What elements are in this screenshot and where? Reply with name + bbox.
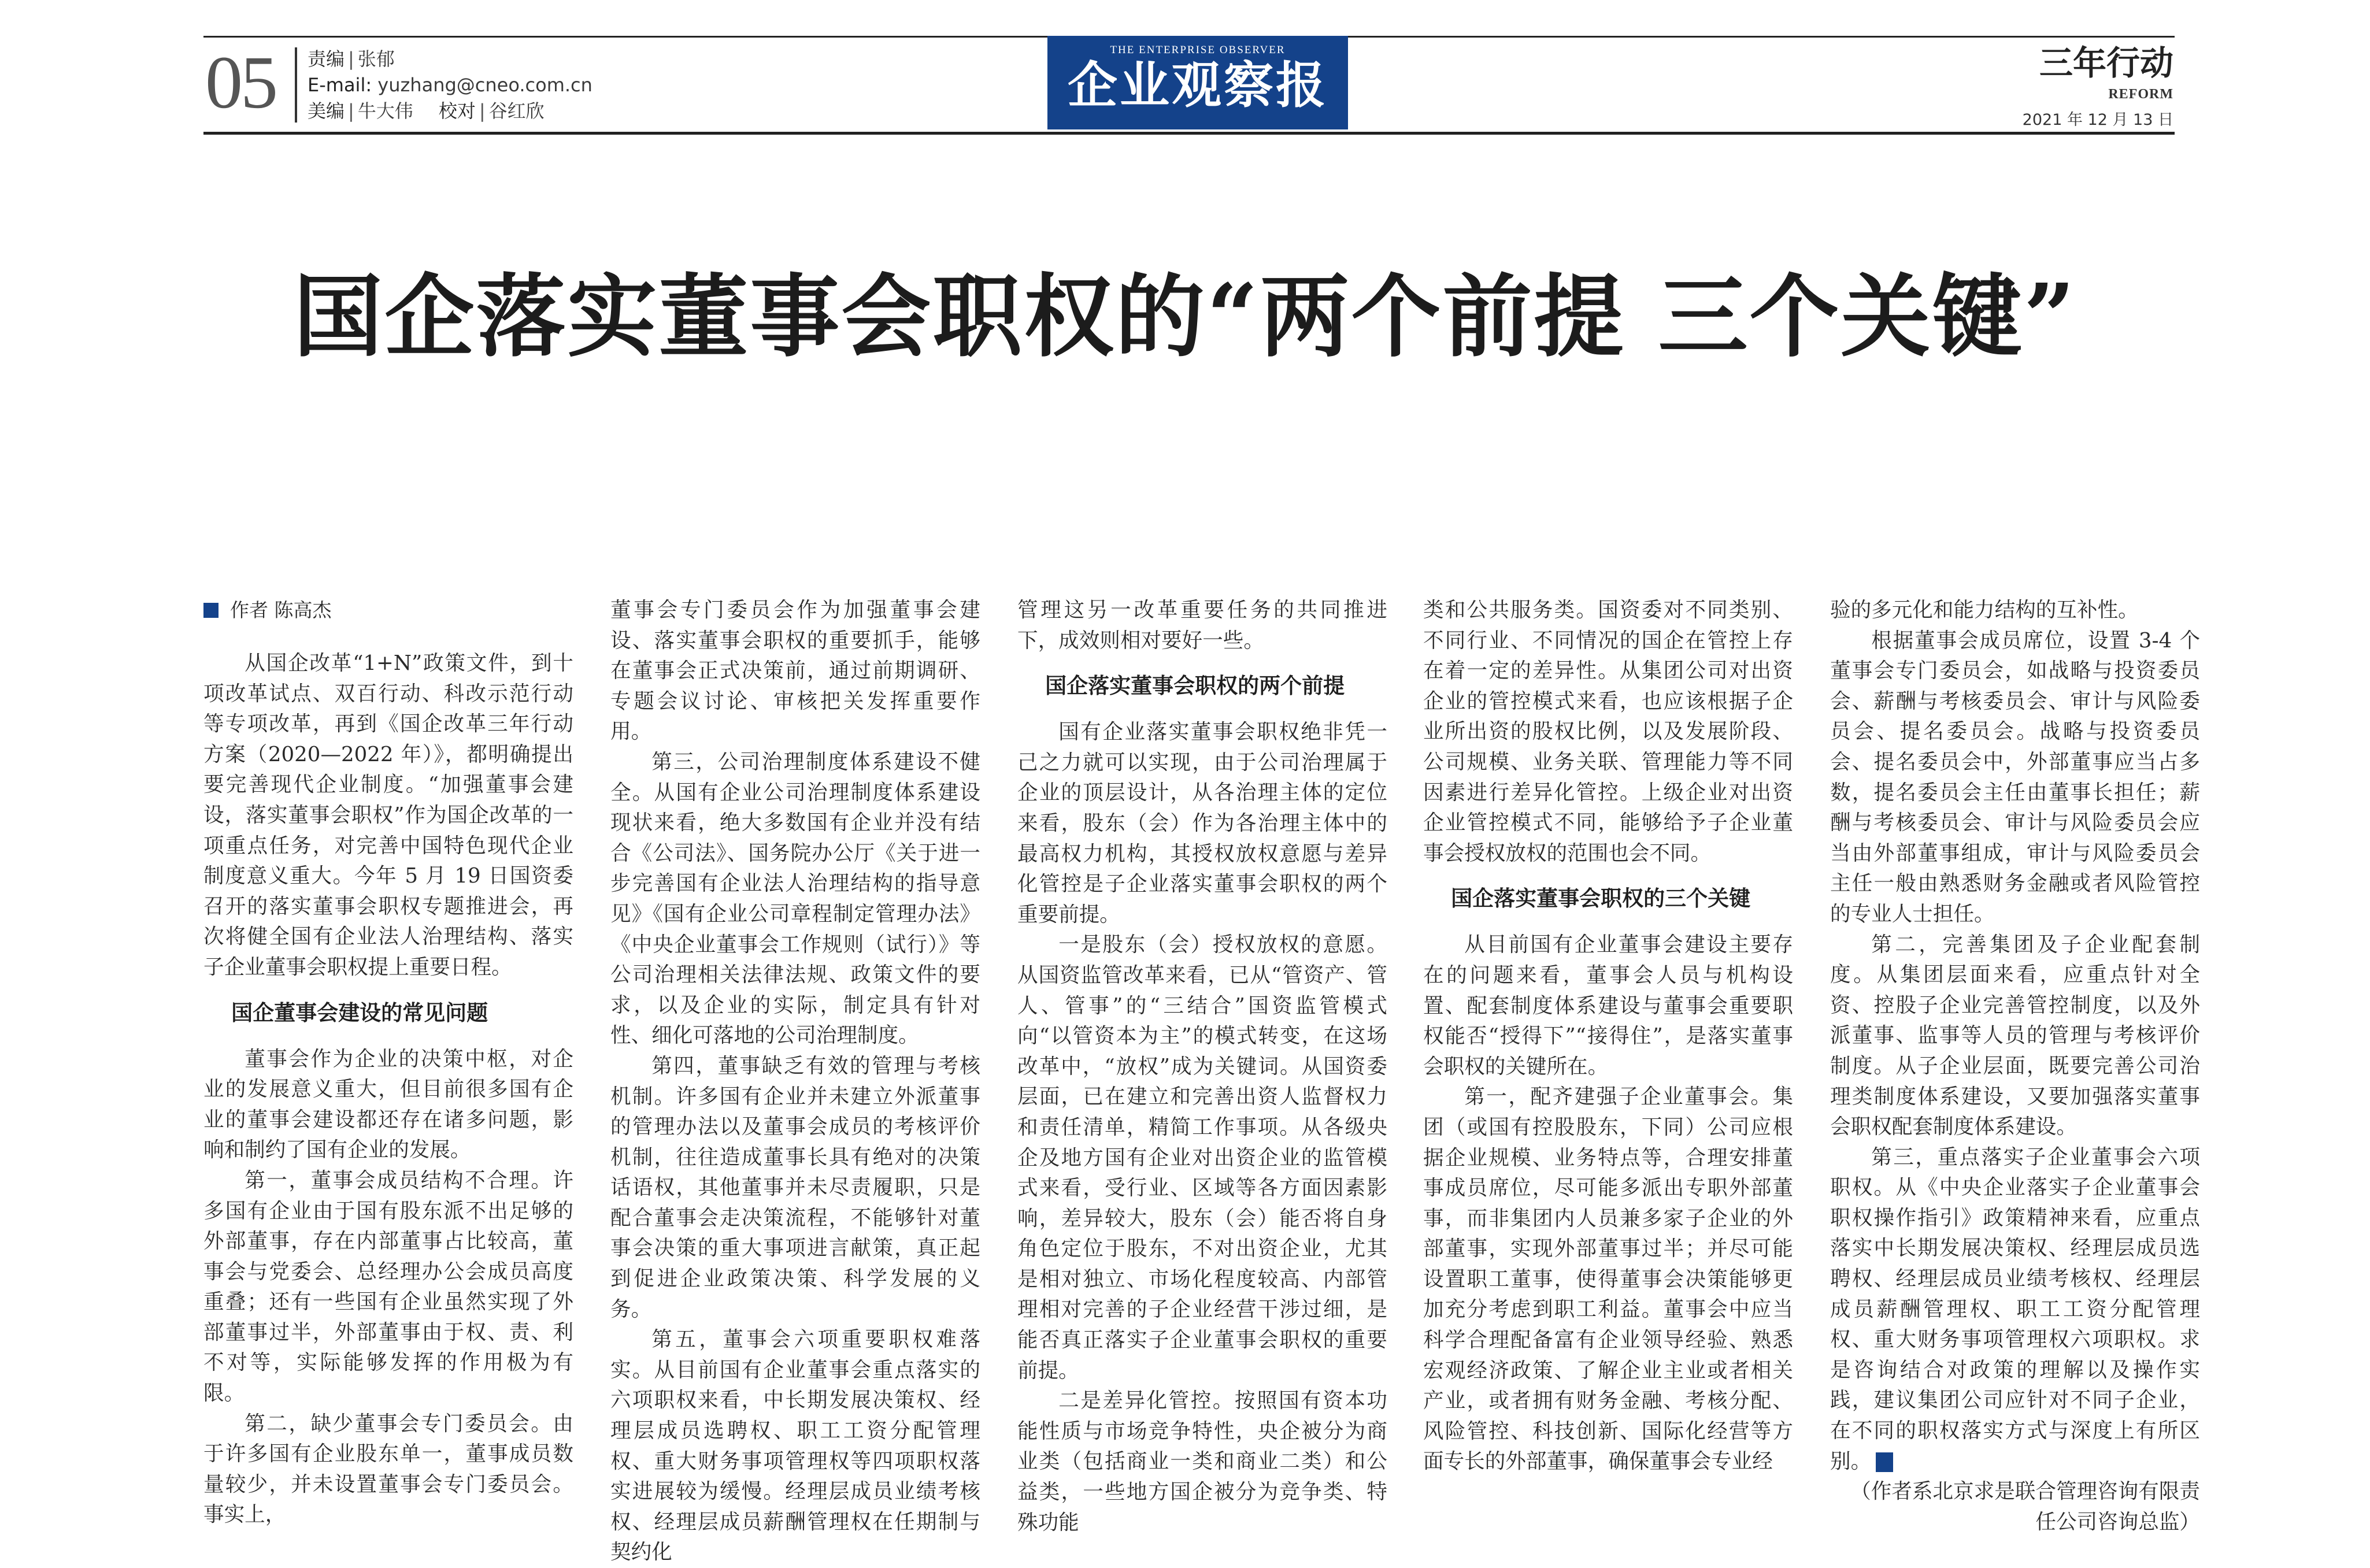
editor-name: 张郁 (357, 48, 395, 70)
paragraph: 二是差异化管控。按照国有资本功能性质与市场竞争特性，央企被分为商业类（包括商业一类和商业二类）和公益类，一些地方国企被分为竞争类、特殊功能 (1017, 1389, 1387, 1534)
author-label: 作者 (230, 599, 268, 621)
page-number: 05 (205, 41, 276, 124)
email-address[interactable]: yuzhang@cneo.com.cn (377, 74, 592, 96)
email-label: E-mail: (308, 74, 372, 96)
paragraph: 从目前国有企业董事会建设主要存在的问题来看，董事会人员与机构设置、配套制度体系建设与董事会重要职权能否“授得下”“接得住”，是落实董事会职权的关键所在。 (1423, 933, 1793, 1078)
article-column-1 (203, 595, 573, 1530)
article-column-5 (1830, 595, 2200, 1537)
paragraph: 管理这另一改革重要任务的共同推进下，成效则相对要好一些。 (1017, 598, 1387, 653)
header-bottom-rule (203, 132, 2175, 135)
article-column-2 (610, 595, 980, 1568)
author-name: 陈高杰 (274, 599, 332, 621)
section-title: 三年行动 (2039, 43, 2173, 83)
header-divider (295, 47, 297, 123)
proofreader-label: 校对 (438, 100, 476, 122)
article-column-3 (1017, 595, 1387, 1538)
paragraph: 第四，董事缺乏有效的管理与考核机制。许多国有企业并未建立外派董事的管理办法以及董事会成员的考核评价机制，往往造成董事长具有绝对的决策话语权，其他董事并未尽责履职，只是配合董事会走决策流程，不能够针对董事会决策的重大事项进言献策，真正起到促进企业政策决策、科学发展的义务。 (610, 1054, 980, 1321)
article-column-4 (1423, 595, 1793, 1477)
separator: | (348, 100, 354, 122)
separator: | (479, 100, 486, 122)
paragraph: 国有企业落实董事会职权绝非凭一己之力就可以实现，由于公司治理属于企业的顶层设计，从各治理主体的定位来看，股东（会）作为各治理主体中的最高权力机构，其授权放权意愿与差异化管控是子企业落实董事会职权的两个重要前提。 (1017, 720, 1387, 926)
separator: | (348, 48, 354, 70)
editor-line (308, 46, 592, 72)
section-heading: 国企董事会建设的常见问题 (231, 1000, 488, 1025)
issue-date: 2021 年 12 月 13 日 (2022, 111, 2173, 129)
section-english: REFORM (2108, 87, 2173, 102)
article-end-icon: E (1876, 1452, 1893, 1472)
paragraph: 董事会专门委员会作为加强董事会建设、落实董事会职权的重要抓手，能够在董事会正式决策前，通过前期调研、专题会议讨论、审核把关发挥重要作用。 (610, 598, 980, 744)
proofreader-name: 谷红欣 (488, 100, 545, 122)
paragraph: 根据董事会成员席位，设置 3-4 个董事会专门委员会，如战略与投资委员会、薪酬与考核委员会、审计与风险委员会、提名委员会。战略与投资委员会、提名委员会中，外部董事应当占多数，提名委员会主任由董事长担任；薪酬与考核委员会、审计与风险委员会应当由外部董事组成，审计与风险委员会主任一般由熟悉财务金融或者风险管控的专业人士担任。 (1830, 628, 2200, 926)
paragraph: 第三，公司治理制度体系建设不健全。从国有企业公司治理制度体系建设现状来看，绝大多数国有企业并没有结合《公司法》、国务院办公厅《关于进一步完善国有企业法人治理结构的指导意见》《国有企业公司章程制定管理办法》《中央企业董事会工作规则（试行）》等公司治理相关法律法规、政策文件的要求，以及企业的实际，制定具有针对性、细化可落地的公司治理制度。 (610, 750, 980, 1048)
article-headline: 国企落实董事会职权的“两个前提 三个关键” (293, 264, 2077, 369)
paragraph: 类和公共服务类。国资委对不同类别、不同行业、不同情况的国企在管控上存在着一定的差异性。从集团公司对出资企业的管控模式来看，也应该根据子企业所出资的股权比例，以及发展阶段、公司规模、业务关联、管理能力等不同因素进行差异化管控。上级企业对出资企业管控模式不同，能够给予子企业董事会授权放权的范围也会不同。 (1423, 598, 1793, 865)
paragraph: 验的多元化和能力结构的互补性。 (1830, 598, 2139, 622)
author-marker-icon (203, 603, 219, 618)
paragraph: 第二，完善集团及子企业配套制度。从集团层面来看，应重点针对全资、控股子企业完善管控制度，以及外派董事、监事等人员的管理与考核评价制度。从子企业层面，既要完善公司治理类制度体系建设，又要加强落实董事会职权配套制度体系建设。 (1830, 932, 2200, 1139)
paragraph: 从国企改革“1+N”政策文件，到十项改革试点、双百行动、科改示范行动等专项改革，再到《国企改革三年行动方案（2020—2022 年）》，都明确提出要完善现代企业制度。“加强董事会建设，落实董事会职权”作为国企改革的一项重点任务，对完善中国特色现代企业制度意义重大。今年 5 月 19 日国资委召开的落实董事会职权专题推进会，再次将健全国有企业法人治理结构、落实子企业董事会职权提上重要日程。 (203, 651, 573, 979)
editor-label: 责编 (308, 48, 345, 70)
paragraph-text: 第三，重点落实子企业董事会六项职权。从《中央企业落实子企业董事会职权操作指引》政策精神来看，应重点落实中长期发展决策权、经理层成员选聘权、经理层成员业绩考核权、经理层成员薪酬管理权、职工工资分配管理权、重大财务事项管理权六项职权。求是咨询结合对政策的理解以及操作实践，建议集团公司应针对不同子企业，在不同的职权落实方式与深度上有所区别。 (1830, 1145, 2200, 1473)
author-line (203, 595, 573, 625)
paragraph: 第二，缺少董事会专门委员会。由于许多国有企业股东单一，董事成员数量较少，并未设置董事会专门委员会。事实上， (203, 1411, 573, 1527)
paragraph (1830, 1143, 2200, 1477)
masthead-chinese: 企业观察报 (1068, 56, 1328, 114)
masthead-english: THE ENTERPRISE OBSERVER (1110, 44, 1286, 56)
designer-label: 美编 (308, 100, 345, 122)
editor-credits (308, 46, 592, 124)
designer-line (308, 98, 592, 124)
paragraph: 一是股东（会）授权放权的意愿。从国资监管改革来看，已从“管资产、管人、管事”的“三结合”国资监管模式向“以管资本为主”的模式转变，在这场改革中，“放权”成为关键词。从国资委层面，已在建立和完善出资人监督权力和责任清单，精简工作事项。从各级央企及地方国有企业对出资企业的监管模式来看，受行业、区域等各方面因素影响，差异较大，股东（会）能否将自身角色定位于股东，不对出资企业，尤其是相对独立、市场化程度较高、内部管理相对完善的子企业经营干涉过细，是能否真正落实子企业董事会职权的重要前提。 (1017, 933, 1387, 1382)
section-heading: 国企落实董事会职权的两个前提 (1045, 673, 1345, 699)
paragraph: 第一，董事会成员结构不合理。许多国有企业由于国有股东派不出足够的外部董事，存在内部董事占比较高，董事会与党委会、总经理办公会成员高度重叠；还有一些国有企业虽然实现了外部董事过半，外部董事由于权、责、利不对等，实际能够发挥的作用极为有限。 (203, 1168, 573, 1406)
author-affiliation: （作者系北京求是联合管理咨询有限责任公司咨询总监） (1850, 1480, 2200, 1534)
masthead-logo (1047, 36, 1348, 129)
paragraph: 第五，董事会六项重要职权难落实。从目前国有企业董事会重点落实的六项职权来看，中长期发展决策权、经理层成员选聘权、职工工资分配管理权、重大财务事项管理权等四项职权落实进展较为缓慢。经理层成员业绩考核权、经理层成员薪酬管理权在任期制与契约化 (610, 1328, 980, 1565)
section-heading: 国企落实董事会职权的三个关键 (1451, 886, 1751, 911)
paragraph: 第一，配齐建强子企业董事会。集团（或国有控股股东，下同）公司应根据企业规模、业务特点等，合理安排董事成员席位，尽可能多派出专职外部董事，而非集团内人员兼多家子企业的外部董事，实现外部董事过半；并尽可能设置职工董事，使得董事会决策能够更加充分考虑到职工利益。董事会中应当科学合理配备富有企业领导经验、熟悉宏观经济政策、了解企业主业或者相关产业，或者拥有财务金融、考核分配、风险管控、科技创新、国际化经营等方面专长的外部董事，确保董事会专业经 (1423, 1085, 1793, 1474)
paragraph: 董事会作为企业的决策中枢，对企业的发展意义重大，但目前很多国有企业的董事会建设都还存在诸多问题，影响和制约了国有企业的发展。 (203, 1047, 573, 1162)
email-line (308, 72, 592, 98)
designer-name: 牛大伟 (357, 100, 413, 122)
